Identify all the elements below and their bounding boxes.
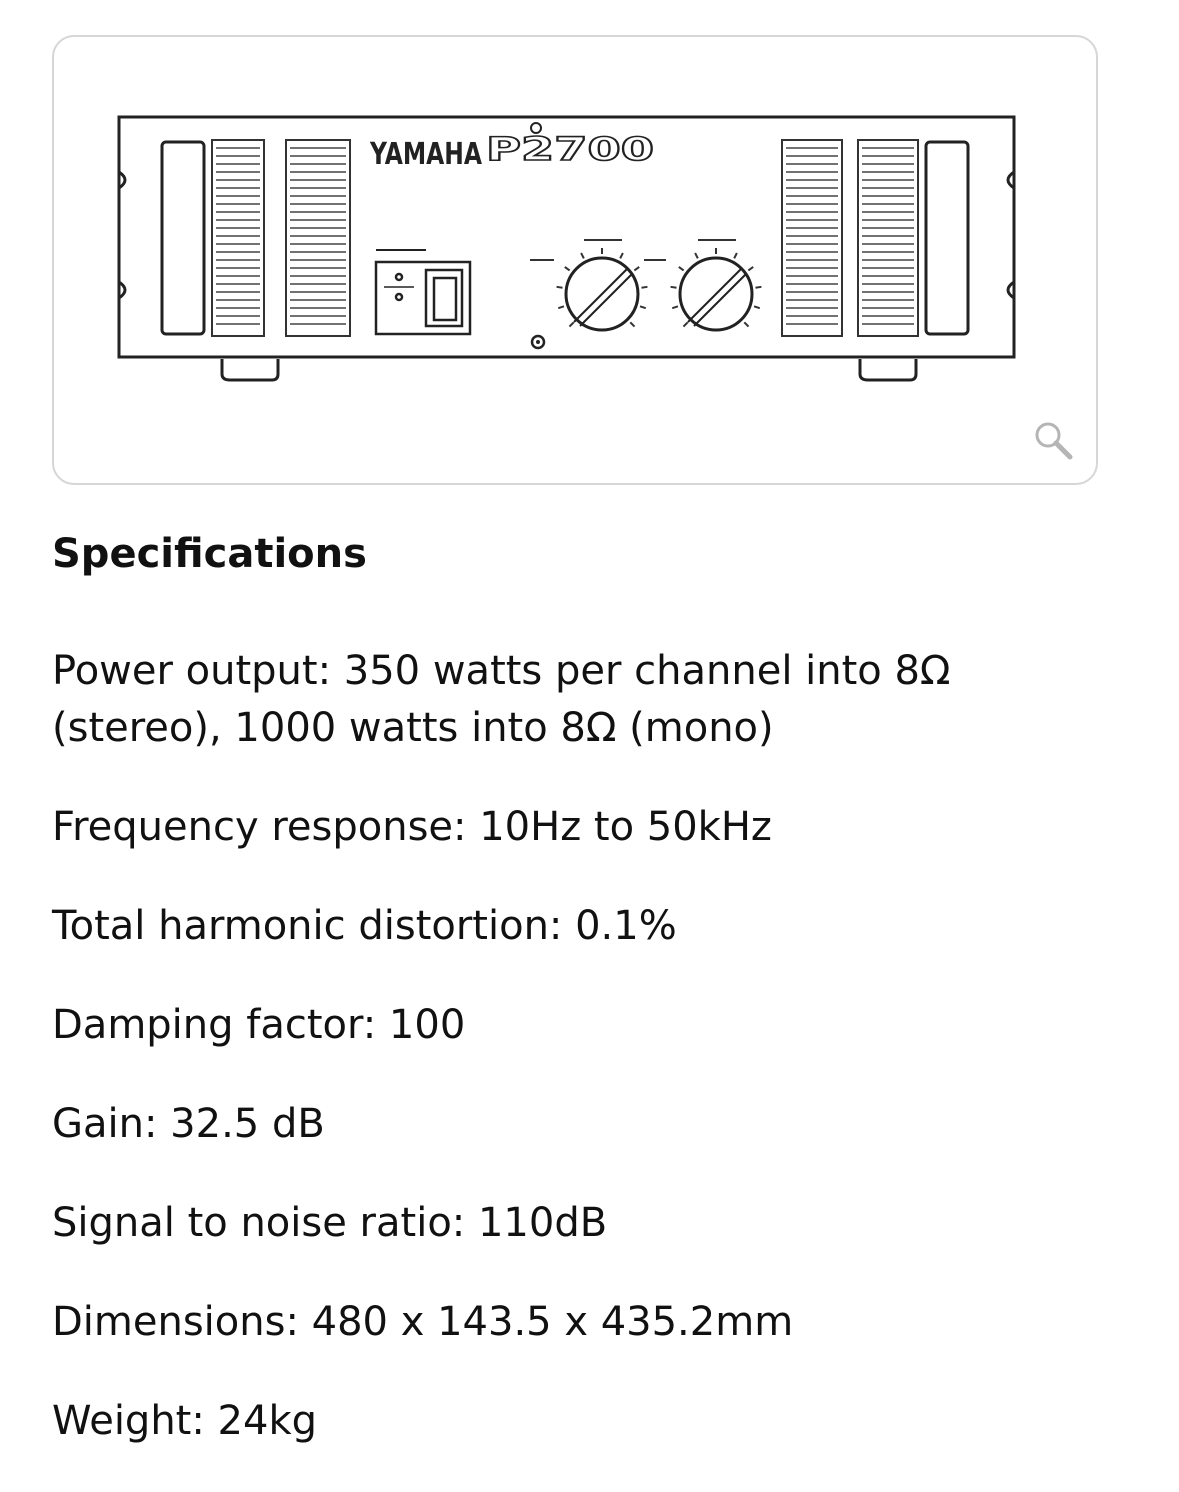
spec-signal-to-noise: Signal to noise ratio: 110dB (52, 1200, 608, 1246)
amplifier-front-panel-illustration (114, 112, 1024, 432)
model-text: P2700 (486, 130, 654, 168)
spec-gain: Gain: 32.5 dB (52, 1101, 325, 1147)
magnifier-icon[interactable] (1032, 419, 1074, 461)
spec-weight: Weight: 24kg (52, 1398, 317, 1444)
spec-dimensions: Dimensions: 480 x 143.5 x 435.2mm (52, 1299, 794, 1345)
product-image-card[interactable] (52, 35, 1098, 485)
spec-list (52, 643, 1052, 1492)
spec-frequency-response: Frequency response: 10Hz to 50kHz (52, 804, 772, 850)
spec-power-output: Power output: 350 watts per channel into 8Ω (stereo), 1000 watts into 8Ω (mono) (52, 648, 951, 751)
spec-damping-factor: Damping factor: 100 (52, 1002, 466, 1048)
specifications-heading: Specifications (52, 531, 367, 577)
brand-text: YAMAHA (369, 137, 483, 172)
spec-total-harmonic-distortion: Total harmonic distortion: 0.1% (52, 903, 677, 949)
